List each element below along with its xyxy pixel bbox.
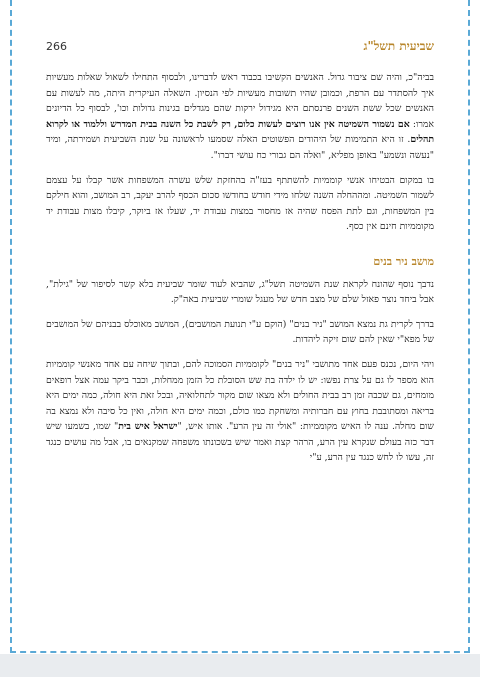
paragraph-5-bold: ישראל איש בית bbox=[118, 421, 178, 433]
page-border-left bbox=[10, 0, 12, 653]
paragraph-1-text-a: בביה"כ, והיה שם ציבור גדול. האנשים הקשיבו בכבוד ראש לדברינו, ולבסוף התחילו לשאול שאלות מעשיות איך להסתדר עם הרפת, וכמובן שהיו תשובות מעשיות לפי הנסיון. השאלה העיקרית היתה, מה לעשות עם האנשים שכל ששת השנים פרנסתם היא מגידול ירקות שהם מגדלים בגינות גדולות וכו', לבסוף כל הדיונים אמרו: bbox=[46, 72, 435, 130]
paragraph-1-text-b: . זו היא התמימות של היהודים הפשוטים האלה שסמעו לראשונה על שנת השביעית ושמירתה, ומיד "נעשה ונשמע" באופן מפליא, "ואלה הם גבורי כח עושי דברו". bbox=[46, 134, 434, 161]
page-number: 266 bbox=[46, 40, 67, 53]
paragraph-5 bbox=[46, 357, 434, 466]
page-border-bottom bbox=[10, 651, 470, 653]
paragraph-4: בדרך לקרית גת נמצא המושב "ניר בנים" (הוקם ע"י תנועת המושבים), המושב מאוכלס בבניהם של המושבים של מפא"י שאין להם שום זיקה ליהדות. bbox=[46, 318, 434, 346]
paragraph-5-text-b: " שמו, בשמעו שיש דבר כזה בעולם שנקרא עין הרע, הרהר קצת ואמר שיש בשכונתו משפחה שמקנאים בו, אבל מה עושים כנגד זה, עשו לו לחש כנגד עין הרע, ע"י bbox=[46, 421, 434, 464]
page-border-right bbox=[468, 0, 470, 653]
running-head: שביעית תשל"ג bbox=[363, 39, 434, 53]
page-body bbox=[46, 70, 434, 475]
paragraph-1 bbox=[46, 70, 434, 164]
section-title: מושב ניר בנים bbox=[373, 254, 434, 268]
paragraph-2: בו במקום הבטיחו אנשי קוממיות להשתתף בעז"ה בהחזקת שלש עשרה המשפחות אשר קבלו על עצמם לשמור השמיטה. ומההחלה השנה שלחו מידי חודש בחודשו סכום הכסף להרב יעקב, רב המושב, והוא חילקם בין המשפחות, וגם לתת הפסח שהיה אז מחסור במצות עבודת יד, שעלו אז ביוקר, קיבלו מצות עבודת יד מקוממיות חינם אין כסף. bbox=[46, 174, 434, 233]
page-header bbox=[46, 40, 434, 58]
paragraph-5-text-a: ויהי היום, נכנס פעם אחד מתושבי "ניר בנים" לקוממיות הסמוכה להם, ובתוך שיחה עם אחד מאנשי קוממיות הוא מספר לו גם על צרת נפשו: יש לו ילדה בת שש הסובלת כל הזמן ממחלות, וכבר ביקר עמה אצל רופאים מומחים, גם שכבה זמן רב בבית החולים ולא מצאו שום מקור לתחלואיה, ובכל זאת היא חולה, כמה ימים היא בריאה ומסתובבת בחוץ עם חברותיה ומשחקת כמו כולם, וכמה ימים היא חולה, ואין כל סיבה ולא נמצא בה שום מחלה. ענה לו האיש מקוממיות: "אולי זה עין הרע". אותו איש, " bbox=[46, 358, 434, 433]
paragraph-1-bold: אם נשמור השמיטה אין אנו רוצים לעשות כלום, רק לשבת כל השנה בבית המדרש וללמוד או לקרוא תהלים bbox=[46, 118, 434, 146]
paragraph-3: נדבך נוסף שהונח לקראת שנת השמיטה תשל"ג, שהביא לעוד שומר שביעית בלא קשר לסיפור של "גילת", אבל ביחד נוצר פאזל שלם של מצב חדש של מעגל שומרי שביעית באה"ק. bbox=[46, 278, 434, 306]
viewer-bottom-band bbox=[0, 654, 480, 677]
